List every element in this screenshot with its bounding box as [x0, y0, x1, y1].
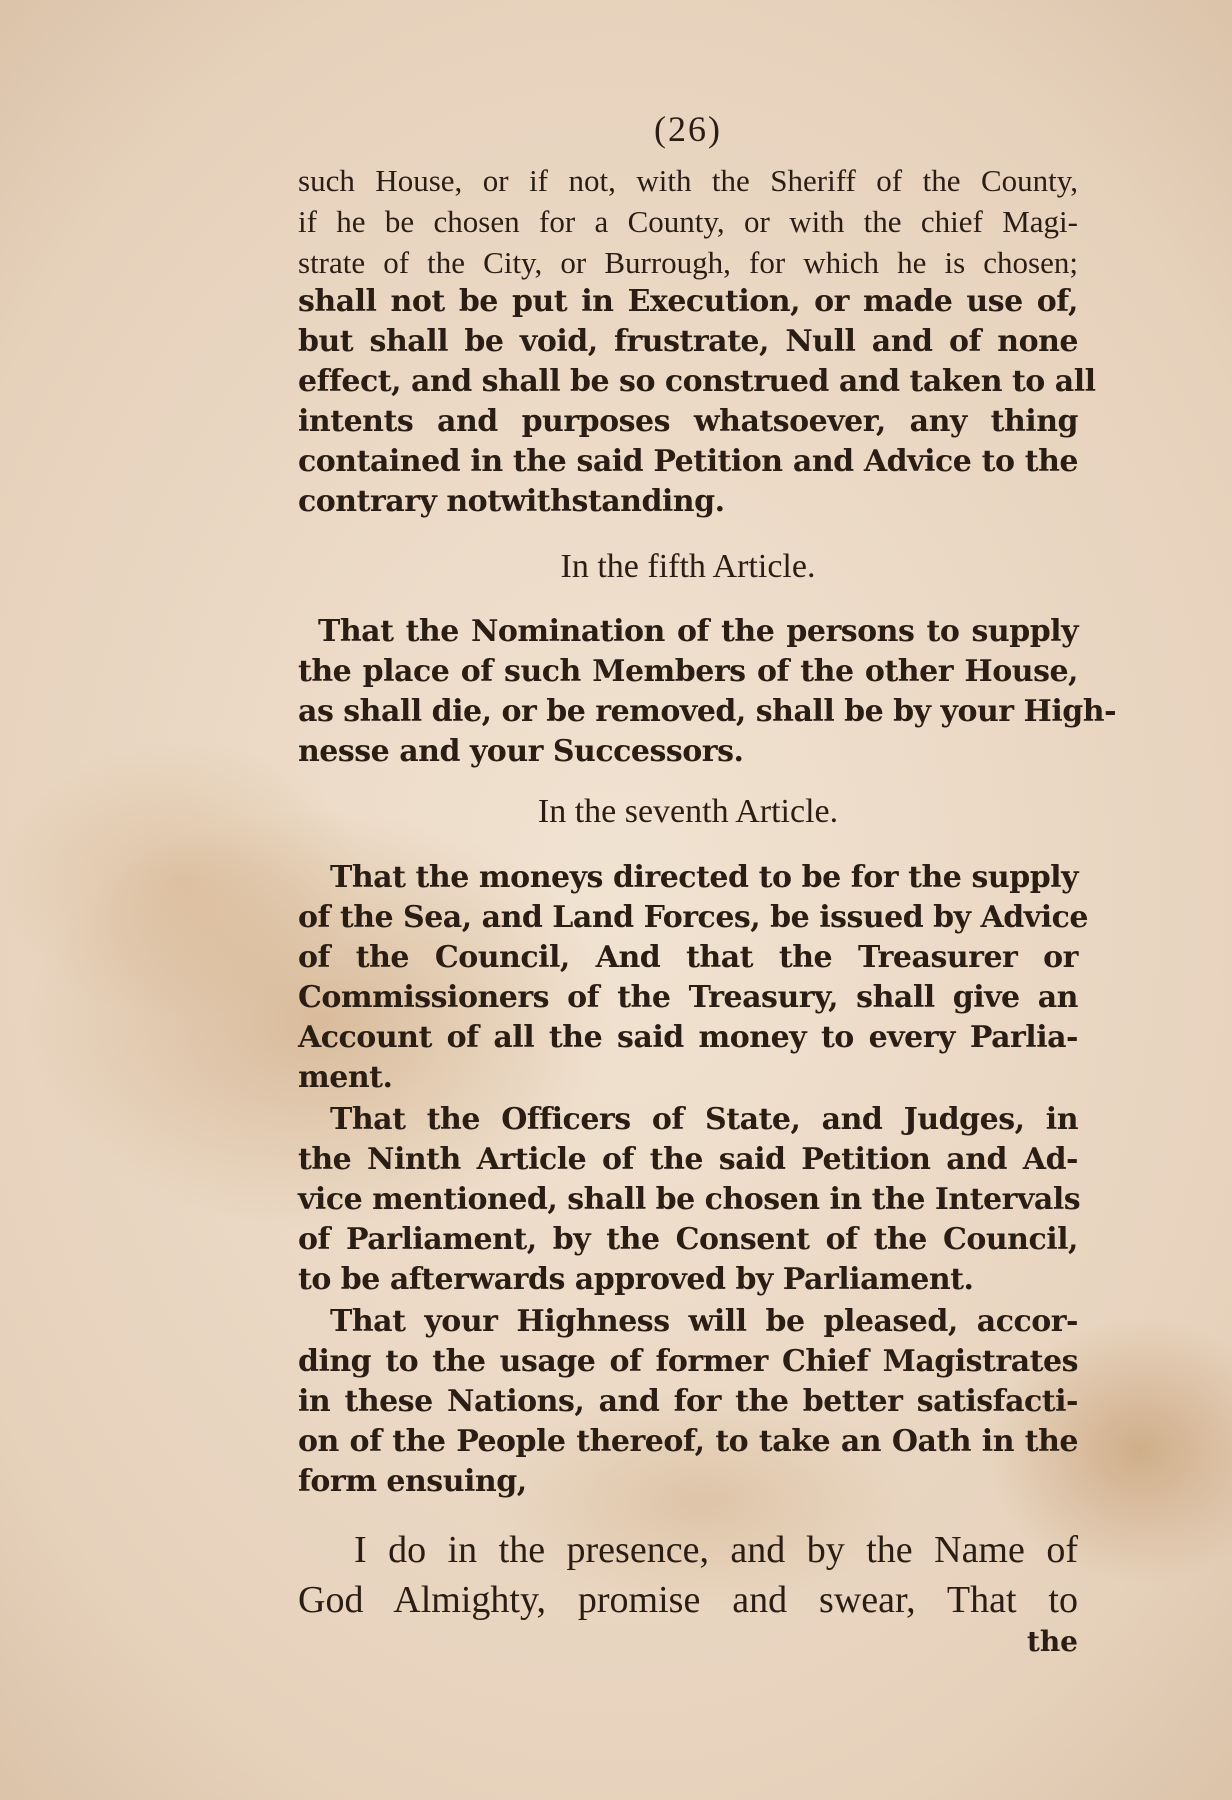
text-line: shall not be put in Execution, or made use of, [298, 284, 1078, 319]
text-line: on of the People thereof, to take an Oath in the [298, 1424, 1078, 1459]
text-line: to be afterwards approved by Parliament. [298, 1262, 974, 1297]
text-line: God Almighty, promise and swear, That to [298, 1579, 1078, 1621]
text-line: Commissioners of the Treasury, shall give an [298, 980, 1078, 1015]
page-number: (26) [654, 109, 722, 149]
text-line: as shall die, or be removed, shall be by your High- [298, 694, 1117, 729]
text-line: That your Highness will be pleased, accor- [330, 1304, 1078, 1339]
catchword: the [1026, 1625, 1078, 1658]
text-line: That the moneys directed to be for the supply [330, 860, 1078, 895]
blackletter-paragraph [298, 1100, 1081, 1300]
text-line: of Parliament, by the Consent of the Council, [298, 1222, 1078, 1257]
text-line: the Ninth Article of the said Petition and Ad- [298, 1142, 1078, 1177]
text-line: vice mentioned, shall be chosen in the Intervals [298, 1182, 1081, 1217]
text-line: I do in the presence, and by the Name of [354, 1529, 1078, 1571]
blackletter-paragraph [298, 282, 1096, 522]
text-line: of the Council, And that the Treasurer or [298, 940, 1078, 975]
text-line: ding to the usage of former Chief Magistrates [298, 1344, 1078, 1379]
section-heading-seventh-article: In the seventh Article. [537, 793, 839, 830]
text-line: effect, and shall be so construed and taken to all [298, 364, 1096, 399]
text-line: ment. [298, 1060, 393, 1095]
text-line: contrary notwithstanding. [298, 484, 725, 519]
text-line: That the Nomination of the persons to supply [318, 614, 1078, 649]
text-line: form ensuing, [298, 1464, 527, 1499]
text-line: That the Officers of State, and Judges, in [330, 1102, 1078, 1137]
text-line: strate of the City, or Burrough, for which he is chosen; [298, 245, 1078, 280]
oath-paragraph [298, 1525, 1078, 1625]
blackletter-paragraph [298, 858, 1088, 1098]
text-line: nesse and your Successors. [298, 734, 744, 769]
roman-paragraph [298, 160, 1078, 283]
blackletter-paragraph [298, 1302, 1078, 1502]
text-line: such House, or if not, with the Sheriff of the County, [298, 163, 1078, 198]
blackletter-paragraph [298, 612, 1117, 772]
text-line: intents and purposes whatsoever, any thing [298, 404, 1078, 439]
text-line: the place of such Members of the other House, [298, 654, 1078, 689]
text-line: contained in the said Petition and Advice to the [298, 444, 1078, 479]
section-heading-fifth-article: In the fifth Article. [560, 548, 816, 585]
text-line: of the Sea, and Land Forces, be issued by Advice [298, 900, 1088, 935]
text-line: but shall be void, frustrate, Null and of none [298, 324, 1078, 359]
text-line: in these Nations, and for the better satisfacti- [298, 1384, 1078, 1419]
text-line: Account of all the said money to every Parlia- [298, 1020, 1078, 1055]
text-line: if he be chosen for a County, or with the chief Magi- [298, 204, 1078, 239]
